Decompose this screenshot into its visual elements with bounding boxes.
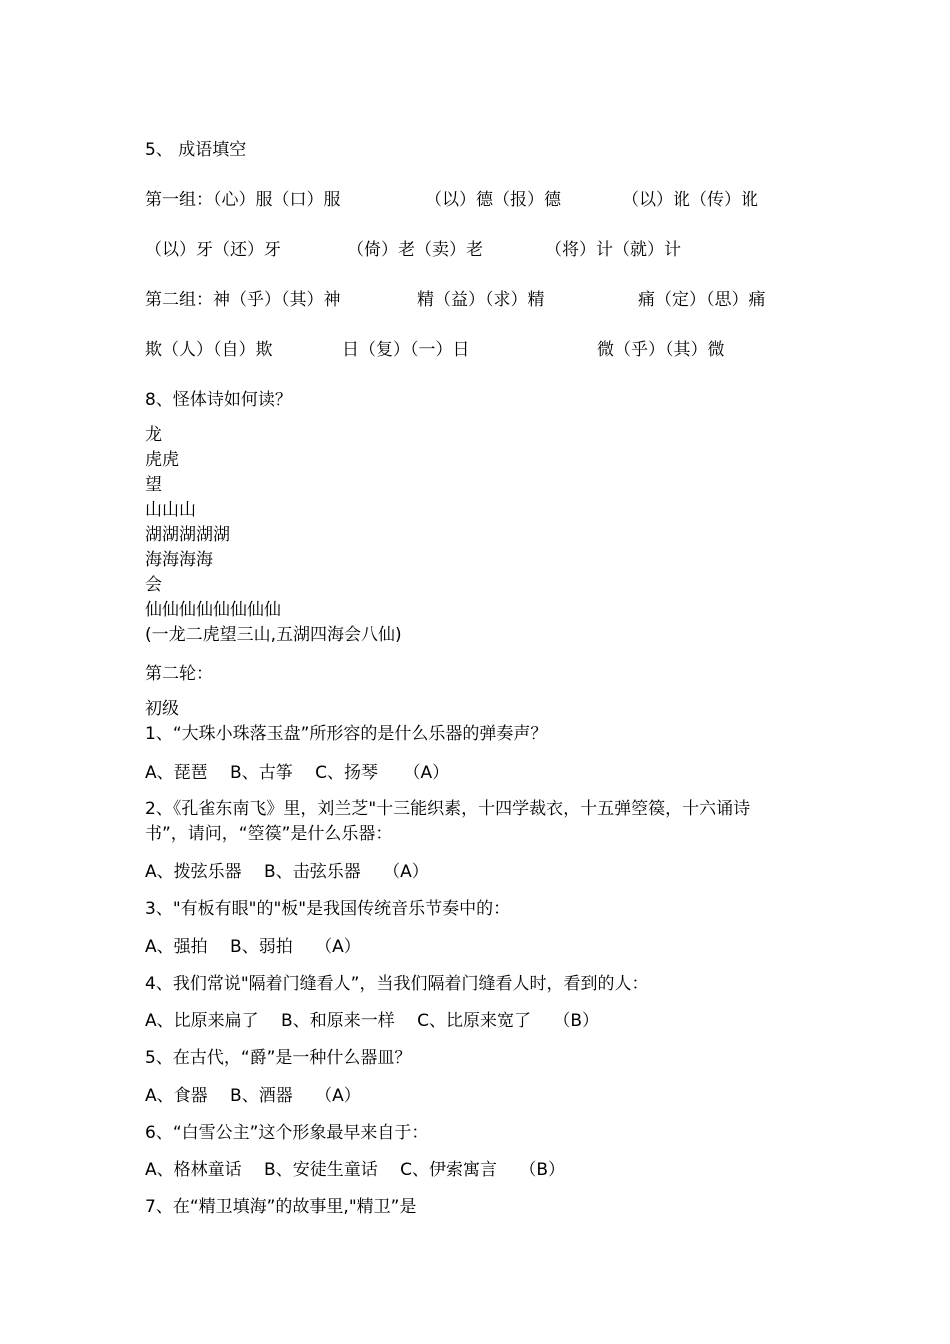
- answer-6: A、格林童话 B、安徒生童话 C、伊索寓言 （B）: [145, 1160, 566, 1180]
- question-5: 5、在古代，“爵”是一种什么器皿？: [145, 1048, 412, 1068]
- poem-line: 会: [145, 575, 162, 595]
- question-3: 3、"有板有眼"的"板"是我国传统音乐节奏中的：: [145, 899, 511, 919]
- idiom-cell: （以）德（报）德: [425, 190, 561, 210]
- poem-line: 龙: [145, 425, 162, 445]
- poem-answer: (一龙二虎望三山,五湖四海会八仙): [145, 625, 402, 645]
- idiom-row: [145, 238, 825, 262]
- section-5-heading: 5、 成语填空: [145, 140, 247, 160]
- poem-line: 仙仙仙仙仙仙仙仙: [145, 600, 281, 620]
- answer-4: A、比原来扁了 B、和原来一样 C、比原来宽了 （B）: [145, 1011, 600, 1031]
- answer-2: A、拨弦乐器 B、击弦乐器 （A）: [145, 862, 429, 882]
- question-2: 2、《孔雀东南飞》里，刘兰芝"十三能织素，十四学裁衣，十五弹箜篌，十六诵诗: [145, 799, 751, 819]
- answer-5: A、食器 B、酒器 （A）: [145, 1086, 361, 1106]
- question-7: 7、在“精卫填海”的故事里,"精卫”是: [145, 1197, 417, 1217]
- question-2-cont: 书”，请问，“箜篌”是什么乐器：: [145, 824, 393, 844]
- idiom-cell: 欺（人）（自）欺: [145, 340, 273, 360]
- idiom-cell: 第一组：（心）服（口）服: [145, 190, 341, 210]
- idiom-cell: 痛（定）（思）痛: [638, 290, 766, 310]
- idiom-cell: 日（复）（一）日: [342, 340, 470, 360]
- round-2-heading: 第二轮：: [145, 664, 213, 684]
- idiom-cell: （将）计（就）计: [545, 240, 681, 260]
- idiom-cell: （以）牙（还）牙: [145, 240, 281, 260]
- idiom-row: [145, 288, 825, 312]
- section-8-heading: 8、怪体诗如何读？: [145, 390, 292, 410]
- idiom-cell: 微（乎）（其）微: [597, 340, 725, 360]
- question-4: 4、我们常说"隔着门缝看人”，当我们隔着门缝看人时，看到的人：: [145, 974, 649, 994]
- poem-line: 湖湖湖湖湖: [145, 525, 230, 545]
- idiom-row: [145, 338, 825, 362]
- idiom-cell: 第二组：神（乎）（其）神: [145, 290, 341, 310]
- idiom-cell: （倚）老（卖）老: [347, 240, 483, 260]
- question-1: 1、“大珠小珠落玉盘”所形容的是什么乐器的弹奏声？: [145, 724, 548, 744]
- answer-3: A、强拍 B、弱拍 （A）: [145, 937, 361, 957]
- idiom-row: [145, 188, 825, 212]
- idiom-cell: 精（益）（求）精: [417, 290, 545, 310]
- question-6: 6、“白雪公主”这个形象最早来自于：: [145, 1123, 429, 1143]
- idiom-cell: （以）讹（传）讹: [622, 190, 758, 210]
- level-label: 初级: [145, 699, 179, 719]
- poem-line: 望: [145, 475, 162, 495]
- poem-line: 山山山: [145, 500, 196, 520]
- poem-line: 虎虎: [145, 450, 179, 470]
- poem-line: 海海海海: [145, 550, 213, 570]
- answer-1: A、琵琶 B、古筝 C、扬琴 （A）: [145, 763, 450, 783]
